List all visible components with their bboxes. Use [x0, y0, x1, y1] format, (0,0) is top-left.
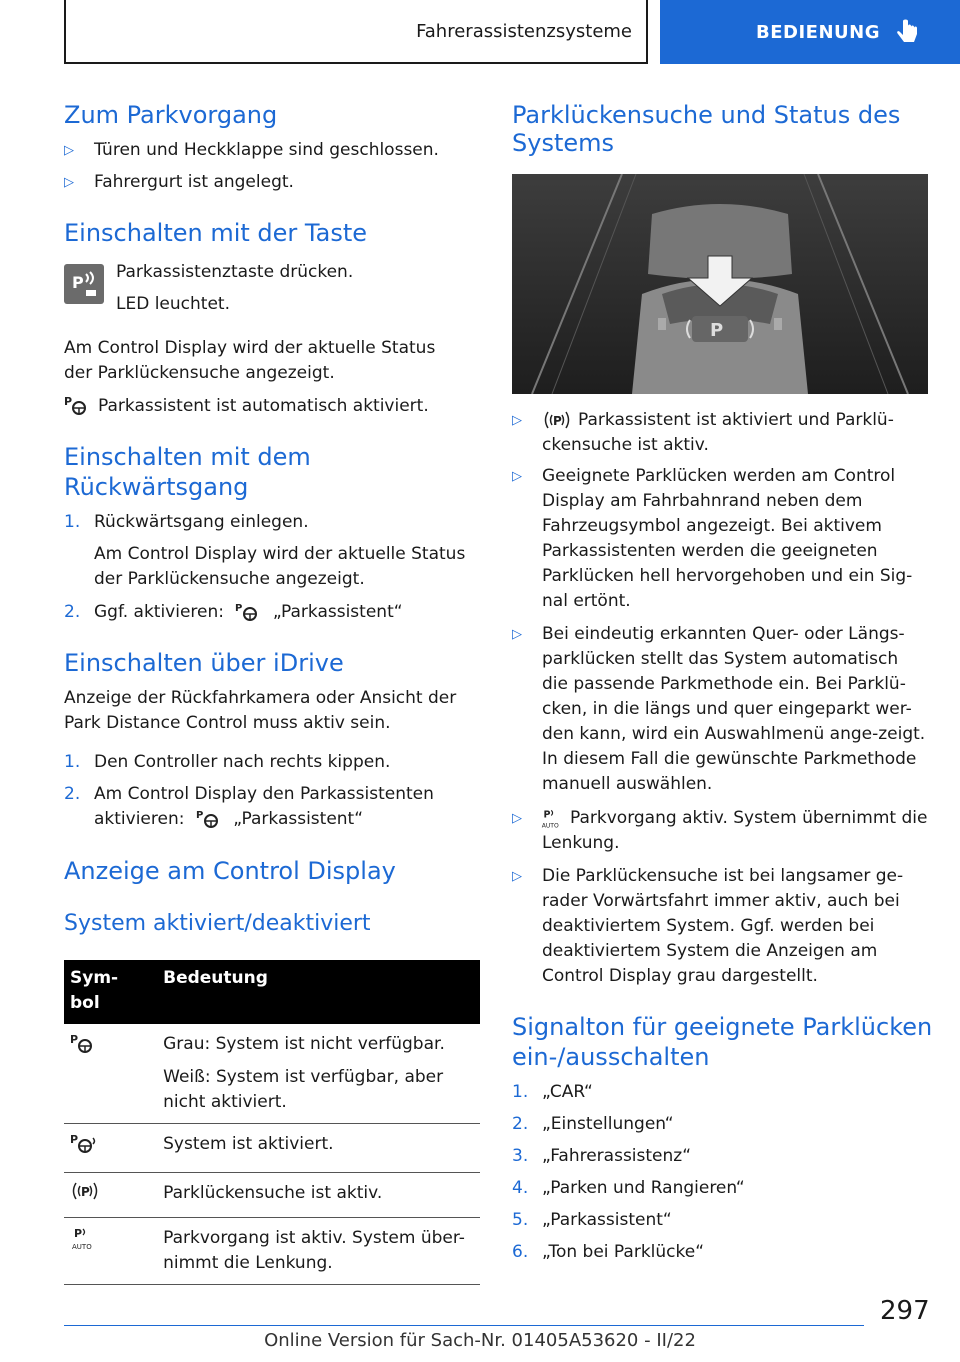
step-number: 2.: [512, 1114, 529, 1134]
park-assistant-icon: [235, 601, 261, 623]
bullet-marker: ▷: [512, 469, 522, 484]
bullet-marker: ▷: [512, 869, 522, 884]
bullet-marker: ▷: [512, 413, 522, 428]
step-item: [64, 750, 484, 775]
meaning-line: Parkvorgang ist aktiv. System über-nimmt die Lenkung.: [157, 1218, 480, 1285]
step-number: 5.: [512, 1210, 529, 1230]
control-display-image: [512, 174, 928, 394]
heading-idrive: Einschalten über iDrive: [64, 649, 344, 677]
step-text-post: „Parkassistent“: [233, 809, 364, 829]
step-text: „Parken und Rangieren“: [542, 1178, 745, 1198]
step-text-pre: aktivieren:: [94, 809, 185, 829]
symbol-table: [64, 960, 480, 1285]
list-item-text: Die Parklückensuche ist bei langsamer ge-rader Vorwärtsfahrt immer aktiv, auch bei deaktiviertem System. Ggf. werden bei deaktiviertem System die Anzeigen am Control Display grau dargestellt.: [542, 866, 904, 986]
step-text: „Ton bei Parklücke“: [542, 1242, 705, 1262]
table-cell-symbol: [64, 1218, 157, 1285]
step-item: [512, 1080, 928, 1105]
list-item-text: Fahrergurt ist angelegt.: [94, 172, 294, 192]
svg-text:P: P: [74, 1227, 83, 1240]
list-item-text: Parkassistent ist aktiviert und Parklü-ckensuche ist aktiv.: [542, 410, 894, 455]
step-item: [512, 1176, 928, 1201]
step-text: „CAR“: [542, 1082, 593, 1102]
header-section: [64, 0, 648, 64]
svg-text:P: P: [553, 414, 562, 428]
step-number: 2.: [64, 784, 81, 804]
bullet-marker: ▷: [64, 175, 74, 190]
table-cell-symbol: [64, 1024, 157, 1124]
step-number: 1.: [64, 512, 81, 532]
heading-signalton-1: Signalton für geeignete Parklücken: [512, 1013, 933, 1041]
heading-parklueckensuche-1: Parklückensuche und Status des: [512, 101, 901, 129]
step-number: 6.: [512, 1242, 529, 1262]
step-item: [64, 782, 484, 832]
step-text-post: „Parkassistent“: [272, 602, 403, 622]
step-text-wrap: [94, 600, 484, 625]
bullet-marker: ▷: [64, 143, 74, 158]
list-item: [512, 408, 928, 458]
meaning-line: Parklückensuche ist aktiv.: [157, 1173, 480, 1218]
step-item: [512, 1208, 928, 1233]
svg-text:AUTO: AUTO: [72, 1243, 92, 1251]
park-auto-icon: [70, 1226, 100, 1252]
step-number: 1.: [512, 1082, 529, 1102]
list-item-text: Geeignete Parklücken werden am Control Display am Fahrbahnrand neben dem Fahrzeugsymbol angezeigt. Bei aktivem Parkassistenten werden die geeigneten Parklücken hell hervorgehoben und ein Sig-nal ertönt.: [542, 466, 913, 611]
step-number: 3.: [512, 1146, 529, 1166]
table-header-symbol: [64, 960, 157, 1024]
svg-text:P: P: [710, 320, 724, 341]
header-symbol-line2: bol: [70, 993, 100, 1013]
heading-zum-parkvorgang: Zum Parkvorgang: [64, 101, 278, 129]
table-row: [64, 1218, 480, 1285]
heading-anzeige: Anzeige am Control Display: [64, 857, 396, 885]
step-text: „Fahrerassistenz“: [542, 1146, 692, 1166]
svg-text:P: P: [81, 1185, 90, 1199]
list-item: [512, 464, 928, 611]
table-cell-symbol: [64, 1124, 157, 1173]
list-item-text: Türen und Heckklappe sind geschlossen.: [94, 140, 439, 160]
status-paragraph: Am Control Display wird der aktuelle Status der Parklückensuche angezeigt.: [64, 338, 436, 383]
svg-text:P: P: [543, 809, 551, 821]
idrive-paragraph: Anzeige der Rückfahrkamera oder Ansicht der Park Distance Control muss aktiv sein.: [64, 688, 457, 733]
bullet-marker: ▷: [512, 627, 522, 642]
list-item: [512, 806, 928, 856]
heading-rueckwaertsgang-1: Einschalten mit dem: [64, 443, 311, 471]
svg-text:P: P: [64, 395, 73, 408]
meaning-line: Grau: System ist nicht verfügbar.: [163, 1034, 445, 1054]
bullet-marker: ▷: [512, 811, 522, 826]
taste-line-1: Parkassistenztaste drücken.: [116, 262, 354, 282]
step-text: „Parkassistent“: [542, 1210, 672, 1230]
park-assistant-active-icon: [70, 1132, 100, 1156]
svg-text:AUTO: AUTO: [541, 822, 559, 830]
table-cell-meaning: [157, 1024, 480, 1124]
list-item: [512, 864, 928, 990]
heading-rueckwaertsgang-2: Rückwärtsgang: [64, 473, 249, 501]
heading-parklueckensuche-2: Systems: [512, 129, 614, 157]
header-symbol-line1: Sym-: [70, 968, 119, 988]
svg-text:P: P: [195, 810, 204, 821]
step-number: 2.: [64, 602, 81, 622]
taste-line-2: LED leuchtet.: [116, 294, 230, 314]
meaning-line: Weiß: System ist verfügbar, aber nicht aktiviert.: [163, 1067, 444, 1112]
list-item-text: Bei eindeutig erkannten Quer- oder Längs-parklücken stellt das System automatisch die passende Parkmethode ein. Bei Parklü-cken, in die längs und quer eingeparkt wer-den kann, wird ein Auswahlmenü ange-zeigt. In diesem Fall die gewünschte Parkmethode manuell auswählen.: [542, 624, 926, 794]
park-assistant-icon: [64, 394, 90, 422]
page-number: 297: [880, 1296, 930, 1326]
step-item: [64, 510, 484, 535]
step-text: „Einstellungen“: [542, 1114, 674, 1134]
svg-text:P: P: [70, 1033, 79, 1046]
step-item: [512, 1144, 928, 1169]
step-text-pre: Ggf. aktivieren:: [94, 602, 224, 622]
table-row: [64, 1173, 480, 1218]
list-item-text: Parkvorgang aktiv. System übernimmt die Lenkung.: [542, 808, 928, 853]
step-text: Rückwärtsgang einlegen.: [94, 512, 309, 532]
table-cell-symbol: [64, 1173, 157, 1218]
table-header-row: [64, 960, 480, 1024]
heading-signalton-2: ein-/ausschalten: [512, 1043, 710, 1071]
footer-divider: [64, 1325, 864, 1326]
hand-tap-icon: [894, 18, 920, 46]
list-item: [512, 622, 928, 798]
step-number: 4.: [512, 1178, 529, 1198]
park-assistant-icon: [196, 808, 222, 830]
header-chapter-title: BEDIENUNG: [756, 21, 880, 43]
step-item: [64, 600, 484, 625]
parking-space-search-icon: [70, 1181, 100, 1201]
park-assistant-icon: [70, 1032, 96, 1056]
park-button-icon: [64, 264, 104, 304]
list-item: [64, 170, 484, 195]
svg-text:P: P: [72, 273, 84, 292]
footer-text: Online Version für Sach-Nr. 01405A53620 - II/22: [264, 1330, 696, 1351]
table-row: [64, 1024, 480, 1124]
header-chapter: [660, 0, 960, 64]
svg-text:P: P: [70, 1133, 79, 1146]
step-number: 1.: [64, 752, 81, 772]
step-text: Den Controller nach rechts kippen.: [94, 752, 391, 772]
step-subtext: Am Control Display wird der aktuelle Status der Parklückensuche angezeigt.: [94, 544, 466, 589]
table-header-meaning: Bedeutung: [157, 960, 480, 1024]
meaning-line: System ist aktiviert.: [157, 1124, 480, 1173]
step-item: [512, 1240, 928, 1265]
table-row: [64, 1124, 480, 1173]
heading-einschalten-taste: Einschalten mit der Taste: [64, 219, 367, 247]
step-text: Am Control Display den Parkassistenten: [94, 784, 434, 804]
auto-active-text: Parkassistent ist automatisch aktiviert.: [98, 396, 429, 416]
svg-text:P: P: [235, 603, 243, 614]
header-section-title: Fahrerassistenzsysteme: [416, 20, 632, 42]
list-item: [64, 138, 484, 163]
step-item: [512, 1112, 928, 1137]
step-text-wrap: [94, 807, 363, 832]
heading-system-status: System aktiviert/deaktiviert: [64, 911, 371, 936]
